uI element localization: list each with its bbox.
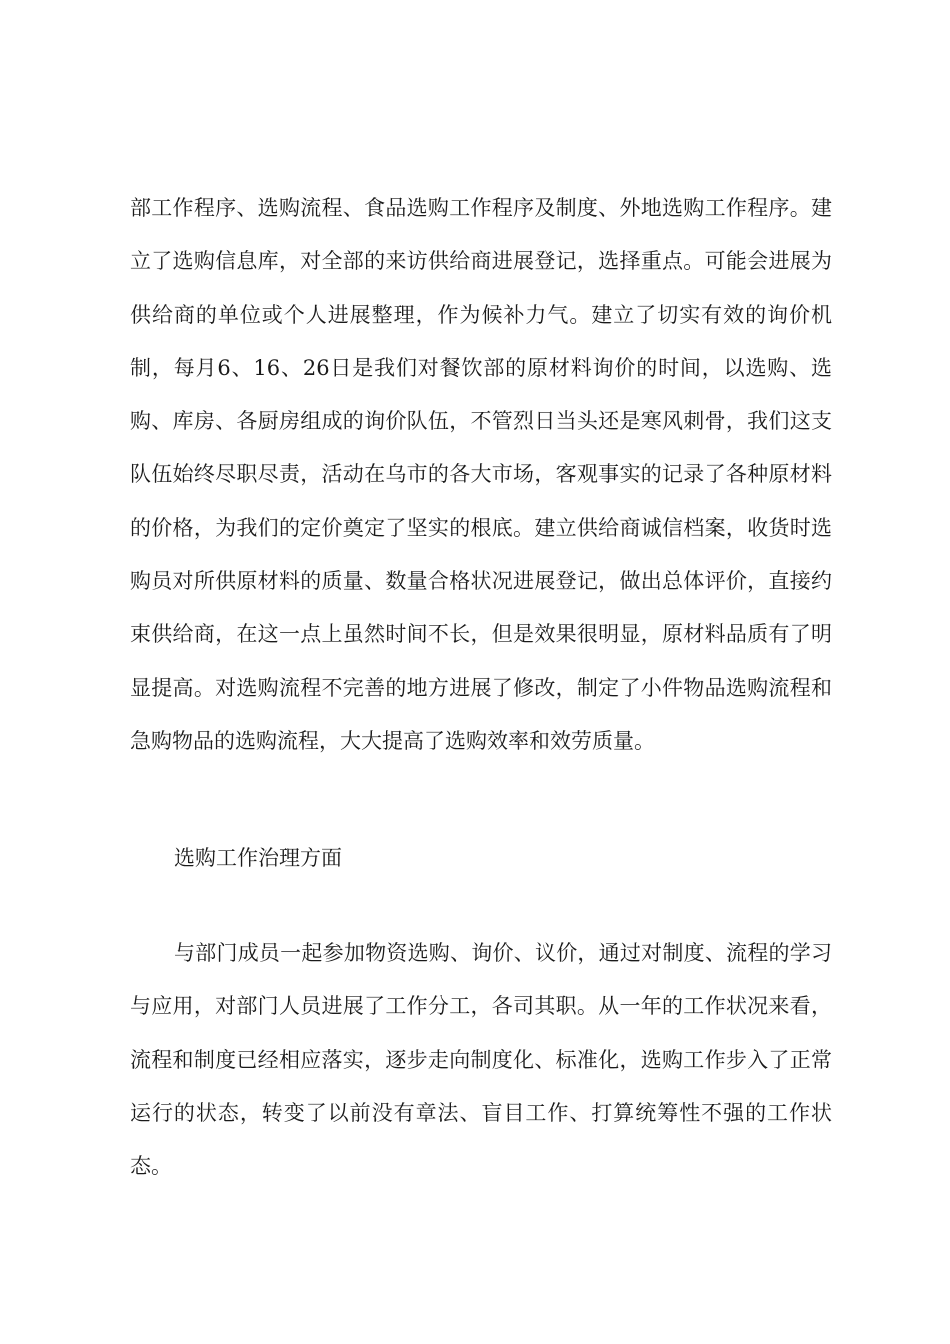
- body-paragraph-1: 部工作程序、选购流程、食品选购工作程序及制度、外地选购工作程序。建立了选购信息库，对全部的来访供给商进展登记，选择重点。可能会进展为供给商的单位或个人进展整理，作为候补力气。建立了切实有效的询价机制，每月6、16、26日是我们对餐饮部的原材料询价的时间，以选购、选购、库房、各厨房组成的询价队伍，不管烈日当头还是寒风刺骨，我们这支队伍始终尽职尽责，活动在乌市的各大市场，客观事实的记录了各种原材料的价格，为我们的定价奠定了坚实的根底。建立供给商诚信档案，收货时选购员对所供原材料的质量、数量合格状况进展登记，做出总体评价，直接约束供给商，在这一点上虽然时间不长，但是效果很明显，原材料品质有了明显提高。对选购流程不完善的地方进展了修改，制定了小件物品选购流程和急购物品的选购流程，大大提高了选购效率和效劳质量。: [130, 196, 832, 753]
- section-heading: 选购工作治理方面: [174, 846, 342, 870]
- body-paragraph-2: 与部门成员一起参加物资选购、询价、议价，通过对制度、流程的学习与应用，对部门人员进展了工作分工，各司其职。从一年的工作状况来看，流程和制度已经相应落实，逐步走向制度化、标准化，选购工作步入了正常运行的状态，转变了以前没有章法、盲目工作、打算统筹性不强的工作状态。: [130, 941, 832, 1179]
